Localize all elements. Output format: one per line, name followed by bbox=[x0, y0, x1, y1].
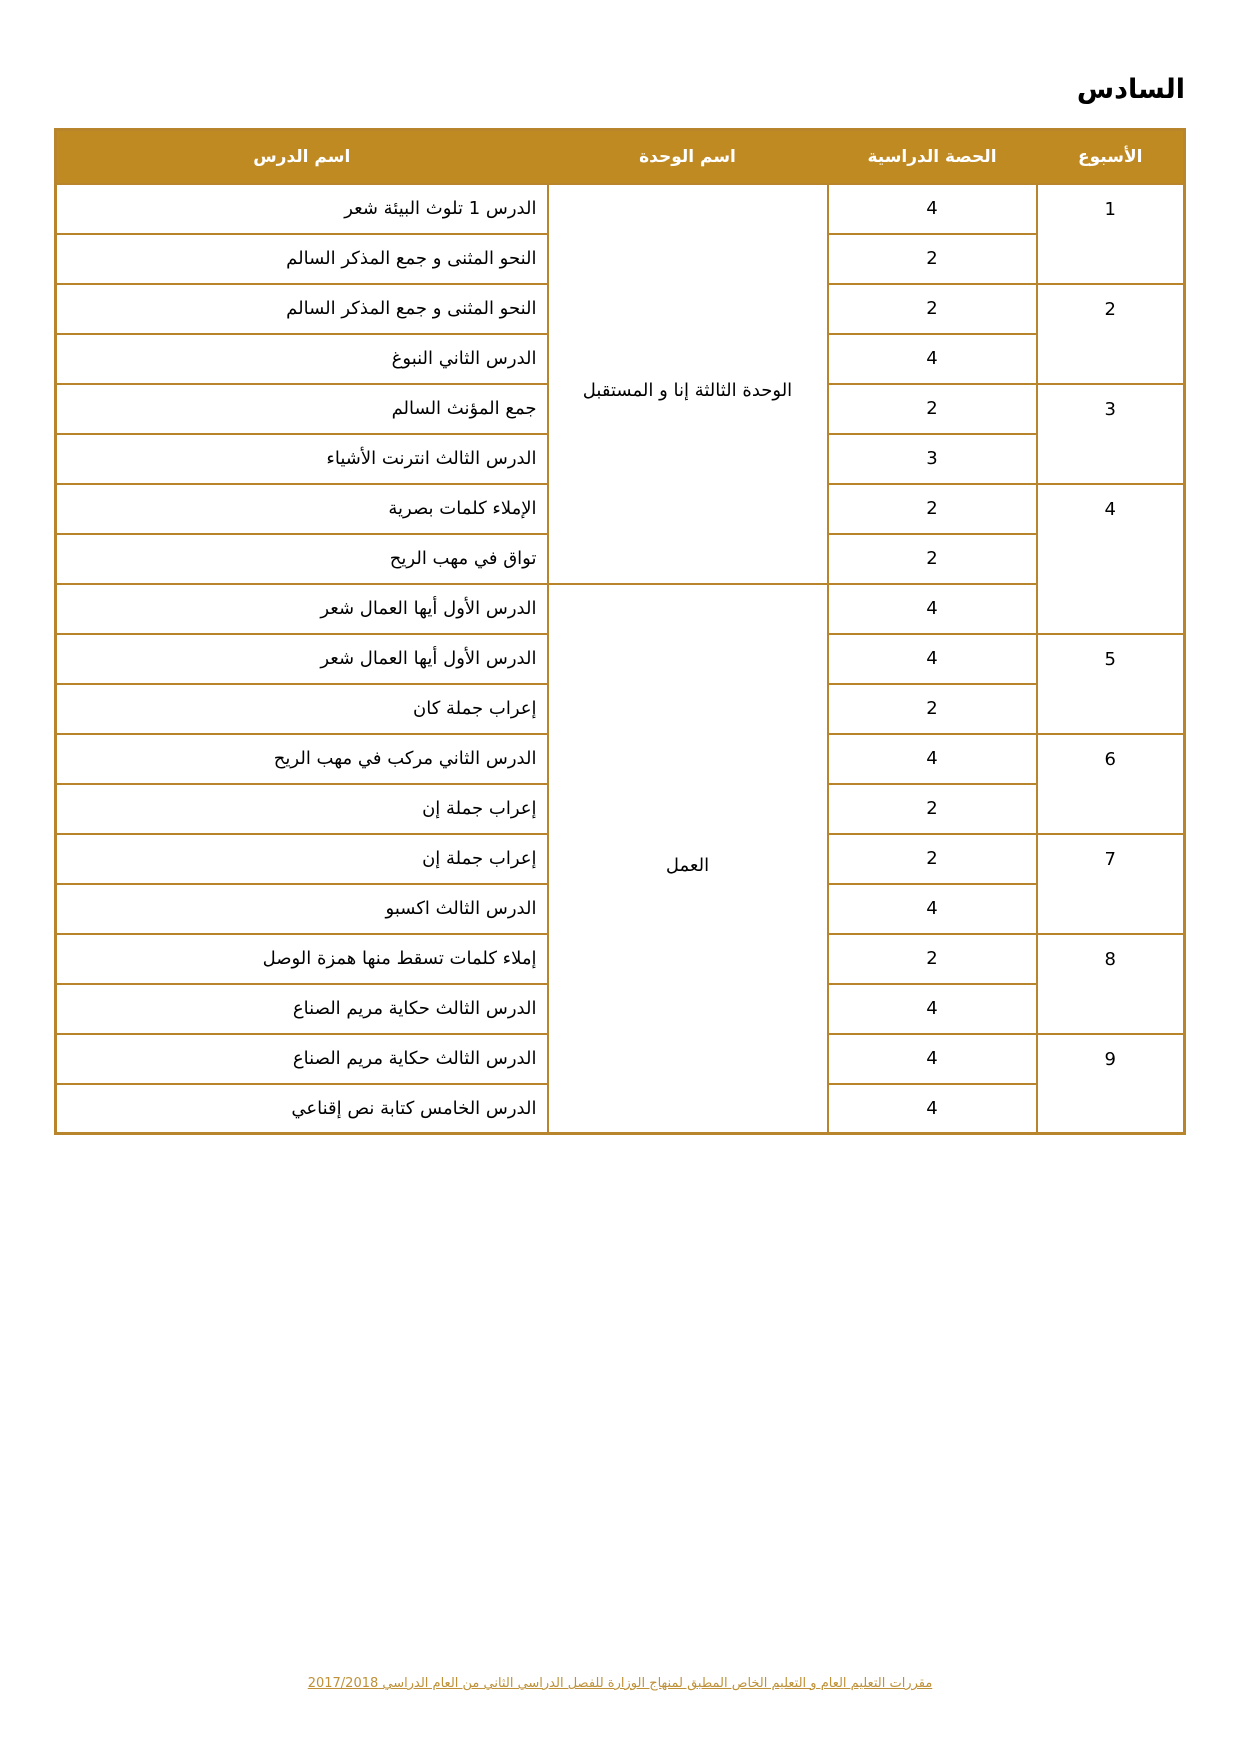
period-count-cell: 2 bbox=[828, 284, 1037, 334]
period-count-cell: 2 bbox=[828, 834, 1037, 884]
period-count-cell: 4 bbox=[828, 1034, 1037, 1084]
lesson-name-cell: إعراب جملة إن bbox=[56, 834, 548, 884]
table-header-row bbox=[56, 130, 1185, 184]
period-count-cell: 3 bbox=[828, 434, 1037, 484]
week-cell: 5 bbox=[1037, 634, 1185, 734]
week-cell: 1 bbox=[1037, 184, 1185, 284]
lesson-name-cell: النحو المثنى و جمع المذكر السالم bbox=[56, 284, 548, 334]
period-count-cell: 2 bbox=[828, 234, 1037, 284]
lesson-name-cell: تواق في مهب الريح bbox=[56, 534, 548, 584]
lesson-name-cell: الدرس الثالث اكسبو bbox=[56, 884, 548, 934]
column-header-week: الأسبوع bbox=[1037, 130, 1185, 184]
period-count-cell: 4 bbox=[828, 734, 1037, 784]
lesson-name-cell: الدرس 1 تلوث البيئة شعر bbox=[56, 184, 548, 234]
week-cell: 2 bbox=[1037, 284, 1185, 384]
period-count-cell: 2 bbox=[828, 484, 1037, 534]
lesson-name-cell: النحو المثنى و جمع المذكر السالم bbox=[56, 234, 548, 284]
period-count-cell: 2 bbox=[828, 784, 1037, 834]
lesson-name-cell: إعراب جملة إن bbox=[56, 784, 548, 834]
lesson-name-cell: الدرس الثاني مركب في مهب الريح bbox=[56, 734, 548, 784]
week-cell: 4 bbox=[1037, 484, 1185, 634]
lesson-name-cell: الدرس الثالث حكاية مريم الصناع bbox=[56, 1034, 548, 1084]
week-cell: 9 bbox=[1037, 1034, 1185, 1134]
period-count-cell: 4 bbox=[828, 884, 1037, 934]
lesson-name-cell: الإملاء كلمات بصرية bbox=[56, 484, 548, 534]
lesson-name-cell: الدرس الثالث حكاية مريم الصناع bbox=[56, 984, 548, 1034]
footer-note: مقررات التعليم العام و التعليم الخاص المطبق لمنهاج الوزارة للفصل الدراسي الثاني من العام الدراسي 2017/2018 bbox=[307, 1676, 933, 1691]
table-body bbox=[56, 184, 1185, 1134]
lesson-name-cell: الدرس الثالث انترنت الأشياء bbox=[56, 434, 548, 484]
lesson-name-cell: إعراب جملة كان bbox=[56, 684, 548, 734]
period-count-cell: 4 bbox=[828, 634, 1037, 684]
curriculum-schedule-table bbox=[54, 128, 1186, 1135]
period-count-cell: 2 bbox=[828, 934, 1037, 984]
lesson-name-cell: الدرس الأول أيها العمال شعر bbox=[56, 634, 548, 684]
lesson-name-cell: إملاء كلمات تسقط منها همزة الوصل bbox=[56, 934, 548, 984]
week-cell: 7 bbox=[1037, 834, 1185, 934]
period-count-cell: 4 bbox=[828, 984, 1037, 1034]
week-cell: 8 bbox=[1037, 934, 1185, 1034]
unit-name-cell: العمل bbox=[548, 584, 828, 1134]
page-title: السادس bbox=[1076, 74, 1185, 105]
lesson-name-cell: جمع المؤنث السالم bbox=[56, 384, 548, 434]
unit-name-cell: الوحدة الثالثة إنا و المستقبل bbox=[548, 184, 828, 584]
period-count-cell: 2 bbox=[828, 534, 1037, 584]
week-cell: 6 bbox=[1037, 734, 1185, 834]
lesson-name-cell: الدرس الخامس كتابة نص إقناعي bbox=[56, 1084, 548, 1134]
column-header-period: الحصة الدراسية bbox=[828, 130, 1037, 184]
period-count-cell: 2 bbox=[828, 384, 1037, 434]
period-count-cell: 4 bbox=[828, 184, 1037, 234]
column-header-unit: اسم الوحدة bbox=[548, 130, 828, 184]
period-count-cell: 2 bbox=[828, 684, 1037, 734]
table-row bbox=[56, 584, 1185, 634]
lesson-name-cell: الدرس الثاني النبوغ bbox=[56, 334, 548, 384]
period-count-cell: 4 bbox=[828, 334, 1037, 384]
period-count-cell: 4 bbox=[828, 584, 1037, 634]
table-row bbox=[56, 184, 1185, 234]
week-cell: 3 bbox=[1037, 384, 1185, 484]
period-count-cell: 4 bbox=[828, 1084, 1037, 1134]
lesson-name-cell: الدرس الأول أيها العمال شعر bbox=[56, 584, 548, 634]
column-header-lesson: اسم الدرس bbox=[56, 130, 548, 184]
